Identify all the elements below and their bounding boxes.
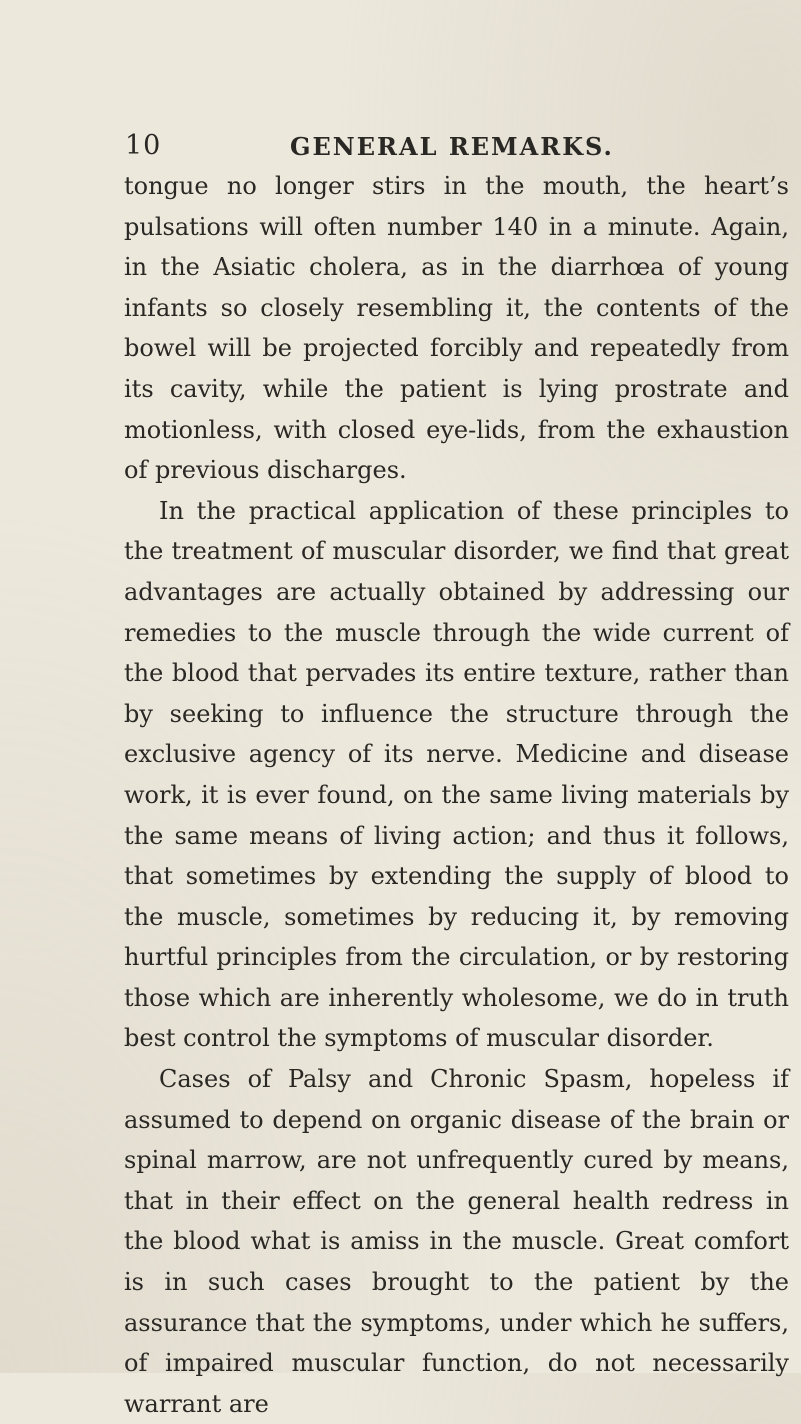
- body-text: [124, 166, 789, 1424]
- paragraph-1: tongue no longer stirs in the mouth, the heart’s pulsations will often number 140 in a minute. Again, in the Asiatic cholera, as in the diarrhœa of young infants so closely resembling it, the contents of the bowel will be projected forcibly and repeatedly from its cavity, while the patient is lying prostrate and motionless, with closed eye-lids, from the exhaustion of previous discharges.: [124, 172, 789, 485]
- running-title: GENERAL REMARKS.: [290, 132, 614, 161]
- paragraph-2: In the practical application of these principles to the treatment of muscular disorder, we find that great advantages are actually obtained by addressing our remedies to the muscle through the wide current of the blood that pervades its entire texture, rather than by seeking to influence the structure through the exclusive agency of its nerve. Medicine and disease work, it is ever found, on the same living materials by the same means of living action; and thus it follows, that sometimes by extending the supply of blood to the muscle, sometimes by reducing it, by removing hurtful principles from the circulation, or by restoring those which are inherently wholesome, we do in truth best control the symptoms of muscular disorder.: [124, 496, 789, 1053]
- paragraph-3: Cases of Palsy and Chronic Spasm, hopeless if assumed to depend on organic disease of the brain or spinal marrow, are not unfrequently cured by means, that in their effect on the general health redress in the blood what is amiss in the muscle. Great comfort is in such cases brought to the patient by the assurance that the symptoms, under which he suffers, of impaired muscular function, do not necessarily warrant are: [124, 1065, 789, 1418]
- page-number: 10: [125, 130, 162, 161]
- running-head: [125, 130, 685, 170]
